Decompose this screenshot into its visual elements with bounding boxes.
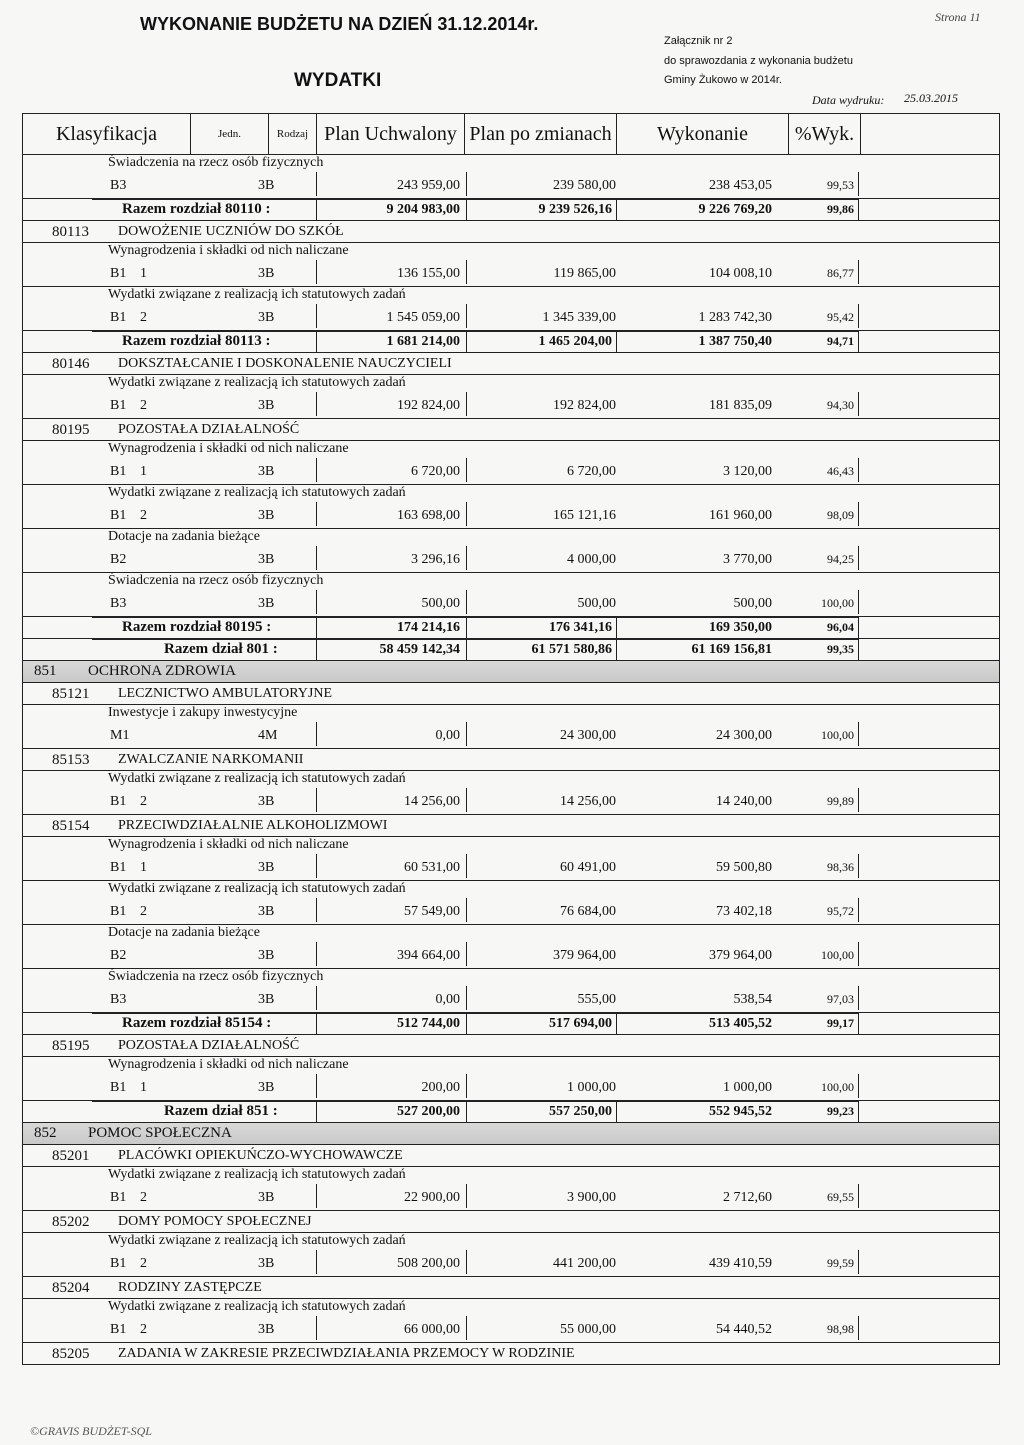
- value-pct: 98,09: [827, 508, 854, 522]
- value-pct: 46,43: [827, 464, 854, 478]
- table-row: [22, 392, 1000, 419]
- row-description: [22, 1167, 1000, 1184]
- dzial-code: 851: [34, 663, 57, 679]
- row-description: [22, 705, 1000, 722]
- table-row: [22, 854, 1000, 881]
- item-rodzaj: 3B: [258, 992, 275, 1007]
- row-rozdzial-header: [22, 683, 1000, 705]
- cell-divider: [858, 304, 859, 328]
- table-row: [22, 590, 1000, 617]
- value-pct: 98,36: [827, 860, 854, 874]
- item-code: B1: [110, 464, 127, 479]
- row-rule: [92, 331, 858, 332]
- cell-divider: [858, 199, 859, 221]
- row-description: [22, 1233, 1000, 1250]
- report-title: WYKONANIE BUDŻETU NA DZIEŃ 31.12.2014r.: [140, 14, 539, 34]
- total-wykonanie: 61 169 156,81: [691, 642, 772, 657]
- item-code: B1: [110, 1080, 127, 1095]
- item-description: Dotacje na zadania bieżące: [108, 925, 260, 940]
- item-description: Wydatki związane z realizacją ich statutowych zadań: [108, 287, 406, 302]
- item-code: B2: [110, 552, 127, 567]
- item-subcode: 2: [140, 398, 147, 413]
- rozdzial-code: 85154: [52, 818, 90, 834]
- value-plan-po-zmianach: 3 900,00: [567, 1190, 616, 1205]
- value-pct: 99,89: [827, 794, 854, 808]
- table-border: [999, 155, 1000, 1365]
- cell-divider: [858, 590, 859, 614]
- rozdzial-name: POZOSTAŁA DZIAŁALNOŚĆ: [118, 422, 300, 437]
- item-rodzaj: 3B: [258, 552, 275, 567]
- item-code: B1: [110, 398, 127, 413]
- total-pct: 99,17: [827, 1016, 854, 1030]
- value-pct: 99,53: [827, 178, 854, 192]
- rozdzial-code: 85204: [52, 1280, 90, 1296]
- cell-divider: [858, 172, 859, 196]
- row-rozdzial-header: [22, 221, 1000, 243]
- row-rule: [92, 1101, 858, 1102]
- total-pct: 99,35: [827, 642, 854, 656]
- value-wykonanie: 3 770,00: [723, 552, 772, 567]
- item-subcode: 2: [140, 1256, 147, 1271]
- rozdzial-name: RODZINY ZASTĘPCZE: [118, 1280, 262, 1295]
- total-plan-po-zmianach: 9 239 526,16: [538, 202, 612, 217]
- dzial-name: POMOC SPOŁECZNA: [88, 1125, 232, 1141]
- table-row: [22, 458, 1000, 485]
- value-pct: 94,25: [827, 552, 854, 566]
- row-rozdzial-header: [22, 1145, 1000, 1167]
- value-pct: 69,55: [827, 1190, 854, 1204]
- footer-label: ©GRAVIS BUDŻET-SQL: [30, 1424, 152, 1438]
- cell-divider: [858, 1013, 859, 1035]
- row-rule: [22, 1364, 1000, 1365]
- value-plan-uchwalony: 500,00: [421, 596, 460, 611]
- row-description: [22, 771, 1000, 788]
- cell-divider: [858, 260, 859, 284]
- value-plan-po-zmianach: 6 720,00: [567, 464, 616, 479]
- row-description: [22, 925, 1000, 942]
- value-plan-uchwalony: 57 549,00: [404, 904, 460, 919]
- total-wykonanie: 1 387 750,40: [698, 334, 772, 349]
- value-pct: 95,42: [827, 310, 854, 324]
- col-rodzaj: Rodzaj: [269, 114, 317, 154]
- item-rodzaj: 3B: [258, 266, 275, 281]
- col-wykonanie: Wykonanie: [617, 114, 789, 154]
- total-plan-uchwalony: 527 200,00: [397, 1104, 460, 1119]
- value-wykonanie: 3 120,00: [723, 464, 772, 479]
- row-rule: [92, 1013, 858, 1014]
- total-plan-uchwalony: 9 204 983,00: [386, 202, 460, 217]
- total-pct: 99,86: [827, 202, 854, 216]
- total-plan-po-zmianach: 557 250,00: [549, 1104, 612, 1119]
- item-code: B1: [110, 904, 127, 919]
- row-rozdzial-header: [22, 1035, 1000, 1057]
- item-rodzaj: 3B: [258, 1080, 275, 1095]
- table-row: [22, 172, 1000, 199]
- total-plan-po-zmianach: 176 341,16: [549, 620, 612, 635]
- value-wykonanie: 238 453,05: [709, 178, 772, 193]
- total-label: Razem dział 851 :: [164, 1103, 278, 1119]
- cell-divider: [858, 942, 859, 966]
- total-label: Razem rozdział 80110 :: [122, 201, 271, 217]
- item-description: Świadczenia na rzecz osób fizycznych: [108, 573, 324, 588]
- row-rozdzial-header: [22, 1211, 1000, 1233]
- table-row: [22, 502, 1000, 529]
- row-description: [22, 1299, 1000, 1316]
- cell-divider: [858, 898, 859, 922]
- row-dzial-total: [22, 639, 1000, 661]
- total-pct: 99,23: [827, 1104, 854, 1118]
- value-plan-po-zmianach: 24 300,00: [560, 728, 616, 743]
- item-description: Wydatki związane z realizacją ich statutowych zadań: [108, 881, 406, 896]
- item-description: Świadczenia na rzecz osób fizycznych: [108, 969, 324, 984]
- cell-divider: [858, 502, 859, 526]
- item-description: Wydatki związane z realizacją ich statutowych zadań: [108, 375, 406, 390]
- value-plan-uchwalony: 1 545 059,00: [386, 310, 460, 325]
- cell-divider: [858, 722, 859, 746]
- value-wykonanie: 1 000,00: [723, 1080, 772, 1095]
- rozdzial-name: PRZECIWDZIAŁALNIE ALKOHOLIZMOWI: [118, 818, 388, 833]
- value-pct: 99,59: [827, 1256, 854, 1270]
- total-plan-po-zmianach: 1 465 204,00: [538, 334, 612, 349]
- item-description: Wydatki związane z realizacją ich statutowych zadań: [108, 485, 406, 500]
- value-pct: 97,03: [827, 992, 854, 1006]
- value-plan-uchwalony: 22 900,00: [404, 1190, 460, 1205]
- row-description: [22, 287, 1000, 304]
- page-label: Strona 11: [935, 10, 981, 24]
- attachment-line-1: Załącznik nr 2: [664, 35, 733, 47]
- item-rodzaj: 3B: [258, 310, 275, 325]
- row-rozdzial-header: [22, 749, 1000, 771]
- value-pct: 100,00: [821, 1080, 854, 1094]
- row-description: [22, 441, 1000, 458]
- row-rozdzial-header: [22, 419, 1000, 441]
- value-plan-po-zmianach: 500,00: [577, 596, 616, 611]
- value-pct: 94,30: [827, 398, 854, 412]
- row-description: [22, 969, 1000, 986]
- item-subcode: 2: [140, 1322, 147, 1337]
- total-wykonanie: 513 405,52: [709, 1016, 772, 1031]
- row-description: [22, 375, 1000, 392]
- total-wykonanie: 552 945,52: [709, 1104, 772, 1119]
- table-row: [22, 304, 1000, 331]
- value-plan-uchwalony: 3 296,16: [411, 552, 460, 567]
- value-plan-uchwalony: 243 959,00: [397, 178, 460, 193]
- value-plan-uchwalony: 66 000,00: [404, 1322, 460, 1337]
- item-code: B3: [110, 178, 127, 193]
- cell-divider: [858, 788, 859, 812]
- cell-divider: [858, 458, 859, 482]
- item-code: B1: [110, 266, 127, 281]
- row-rozdzial-total: [22, 1013, 1000, 1035]
- rozdzial-name: DOKSZTAŁCANIE I DOSKONALENIE NAUCZYCIELI: [118, 356, 452, 371]
- value-pct: 100,00: [821, 948, 854, 962]
- rozdzial-code: 85195: [52, 1038, 90, 1054]
- table-row: [22, 942, 1000, 969]
- item-code: B1: [110, 1256, 127, 1271]
- item-subcode: 2: [140, 1190, 147, 1205]
- value-wykonanie: 500,00: [733, 596, 772, 611]
- table-border: [22, 155, 23, 1365]
- total-label: Razem dział 801 :: [164, 641, 278, 657]
- cell-divider: [858, 1184, 859, 1208]
- attachment-line-2: do sprawozdania z wykonania budżetu: [664, 55, 853, 67]
- item-rodzaj: 3B: [258, 948, 275, 963]
- dzial-name: OCHRONA ZDROWIA: [88, 663, 236, 679]
- item-rodzaj: 3B: [258, 596, 275, 611]
- item-description: Wynagrodzenia i składki od nich naliczane: [108, 243, 349, 258]
- value-plan-po-zmianach: 14 256,00: [560, 794, 616, 809]
- value-plan-po-zmianach: 379 964,00: [553, 948, 616, 963]
- value-wykonanie: 538,54: [733, 992, 772, 1007]
- total-plan-uchwalony: 1 681 214,00: [386, 334, 460, 349]
- value-plan-po-zmianach: 4 000,00: [567, 552, 616, 567]
- item-rodzaj: 3B: [258, 1256, 275, 1271]
- rozdzial-name: POZOSTAŁA DZIAŁALNOŚĆ: [118, 1038, 300, 1053]
- col-klasyfikacja: Klasyfikacja: [23, 114, 191, 154]
- column-header: [22, 113, 1000, 155]
- rozdzial-name: PLACÓWKI OPIEKUŃCZO-WYCHOWAWCZE: [118, 1148, 403, 1163]
- row-rule: [92, 639, 858, 640]
- row-description: [22, 529, 1000, 546]
- item-rodzaj: 3B: [258, 398, 275, 413]
- table-row: [22, 898, 1000, 925]
- item-code: B1: [110, 794, 127, 809]
- table-row: [22, 1184, 1000, 1211]
- total-label: Razem rozdział 80113 :: [122, 333, 271, 349]
- value-plan-po-zmianach: 441 200,00: [553, 1256, 616, 1271]
- value-plan-uchwalony: 6 720,00: [411, 464, 460, 479]
- row-description: [22, 1057, 1000, 1074]
- cell-divider: [858, 854, 859, 878]
- value-wykonanie: 59 500,80: [716, 860, 772, 875]
- item-code: B1: [110, 310, 127, 325]
- row-dzial-total: [22, 1101, 1000, 1123]
- dzial-code: 852: [34, 1125, 57, 1141]
- row-description: [22, 155, 1000, 172]
- table-row: [22, 260, 1000, 287]
- row-rule: [92, 199, 858, 200]
- row-rozdzial-total: [22, 617, 1000, 639]
- print-date: 25.03.2015: [904, 91, 958, 105]
- value-plan-uchwalony: 60 531,00: [404, 860, 460, 875]
- report-subtitle: WYDATKI: [294, 70, 382, 91]
- value-wykonanie: 379 964,00: [709, 948, 772, 963]
- rozdzial-code: 85202: [52, 1214, 90, 1230]
- row-dzial-header: [22, 1123, 1000, 1145]
- cell-divider: [858, 1250, 859, 1274]
- item-code: B3: [110, 992, 127, 1007]
- total-plan-po-zmianach: 61 571 580,86: [531, 642, 612, 657]
- value-plan-uchwalony: 136 155,00: [397, 266, 460, 281]
- value-wykonanie: 161 960,00: [709, 508, 772, 523]
- item-subcode: 1: [140, 266, 147, 281]
- row-dzial-header: [22, 661, 1000, 683]
- value-plan-po-zmianach: 239 580,00: [553, 178, 616, 193]
- table-row: [22, 1250, 1000, 1277]
- row-description: [22, 881, 1000, 898]
- cell-divider: [858, 986, 859, 1010]
- value-wykonanie: 54 440,52: [716, 1322, 772, 1337]
- row-description: [22, 243, 1000, 260]
- row-rozdzial-header: [22, 353, 1000, 375]
- cell-divider: [858, 1316, 859, 1340]
- rozdzial-name: DOMY POMOCY SPOŁECZNEJ: [118, 1214, 312, 1229]
- rozdzial-code: 85201: [52, 1148, 90, 1164]
- item-subcode: 1: [140, 464, 147, 479]
- cell-divider: [858, 617, 859, 639]
- total-label: Razem rozdział 85154 :: [122, 1015, 272, 1031]
- cell-divider: [858, 546, 859, 570]
- item-description: Dotacje na zadania bieżące: [108, 529, 260, 544]
- table-row: [22, 1074, 1000, 1101]
- item-rodzaj: 3B: [258, 508, 275, 523]
- item-subcode: 1: [140, 860, 147, 875]
- col-pct: %Wyk.: [789, 114, 861, 154]
- row-rozdzial-header: [22, 1277, 1000, 1299]
- value-plan-po-zmianach: 1 345 339,00: [542, 310, 616, 325]
- value-plan-uchwalony: 163 698,00: [397, 508, 460, 523]
- cell-divider: [858, 1074, 859, 1098]
- value-wykonanie: 14 240,00: [716, 794, 772, 809]
- item-code: B3: [110, 596, 127, 611]
- rozdzial-name: DOWOŻENIE UCZNIÓW DO SZKÓŁ: [118, 224, 344, 239]
- cell-divider: [858, 331, 859, 353]
- row-rozdzial-header: [22, 1343, 1000, 1365]
- rozdzial-code: 85153: [52, 752, 90, 768]
- item-subcode: 2: [140, 904, 147, 919]
- value-plan-po-zmianach: 165 121,16: [553, 508, 616, 523]
- value-plan-uchwalony: 0,00: [435, 992, 460, 1007]
- item-code: B1: [110, 860, 127, 875]
- value-plan-uchwalony: 14 256,00: [404, 794, 460, 809]
- col-jedn: Jedn.: [191, 114, 269, 154]
- item-rodzaj: 4M: [258, 728, 278, 743]
- value-plan-uchwalony: 508 200,00: [397, 1256, 460, 1271]
- value-pct: 100,00: [821, 728, 854, 742]
- value-pct: 100,00: [821, 596, 854, 610]
- row-rozdzial-total: [22, 331, 1000, 353]
- item-rodzaj: 3B: [258, 860, 275, 875]
- print-date-label: Data wydruku:: [812, 93, 885, 107]
- col-plan-uchwalony: Plan Uchwalony: [317, 114, 465, 154]
- value-plan-po-zmianach: 76 684,00: [560, 904, 616, 919]
- item-description: Wydatki związane z realizacją ich statutowych zadań: [108, 1167, 406, 1182]
- total-plan-uchwalony: 512 744,00: [397, 1016, 460, 1031]
- rozdzial-name: ZADANIA W ZAKRESIE PRZECIWDZIAŁANIA PRZEMOCY W RODZINIE: [118, 1346, 575, 1361]
- value-pct: 86,77: [827, 266, 854, 280]
- value-wykonanie: 439 410,59: [709, 1256, 772, 1271]
- cell-divider: [858, 639, 859, 661]
- total-pct: 96,04: [827, 620, 854, 634]
- item-rodzaj: 3B: [258, 794, 275, 809]
- item-description: Wynagrodzenia i składki od nich naliczane: [108, 1057, 349, 1072]
- rozdzial-code: 80195: [52, 422, 90, 438]
- item-description: Wynagrodzenia i składki od nich naliczane: [108, 837, 349, 852]
- item-code: B1: [110, 1322, 127, 1337]
- value-plan-po-zmianach: 55 000,00: [560, 1322, 616, 1337]
- value-wykonanie: 73 402,18: [716, 904, 772, 919]
- table-row: [22, 1316, 1000, 1343]
- cell-divider: [858, 392, 859, 416]
- value-wykonanie: 1 283 742,30: [698, 310, 772, 325]
- item-description: Wydatki związane z realizacją ich statutowych zadań: [108, 1299, 406, 1314]
- value-plan-uchwalony: 394 664,00: [397, 948, 460, 963]
- rozdzial-code: 85205: [52, 1346, 90, 1362]
- row-description: [22, 485, 1000, 502]
- item-rodzaj: 3B: [258, 1322, 275, 1337]
- item-rodzaj: 3B: [258, 1190, 275, 1205]
- item-description: Wynagrodzenia i składki od nich naliczane: [108, 441, 349, 456]
- item-code: B1: [110, 508, 127, 523]
- col-plan-po-zmianach: Plan po zmianach: [465, 114, 617, 154]
- value-plan-po-zmianach: 119 865,00: [553, 266, 616, 281]
- value-pct: 98,98: [827, 1322, 854, 1336]
- rozdzial-name: ZWALCZANIE NARKOMANII: [118, 752, 304, 767]
- total-wykonanie: 9 226 769,20: [698, 202, 772, 217]
- item-description: Wydatki związane z realizacją ich statutowych zadań: [108, 771, 406, 786]
- value-plan-uchwalony: 0,00: [435, 728, 460, 743]
- total-label: Razem rozdział 80195 :: [122, 619, 272, 635]
- item-code: B2: [110, 948, 127, 963]
- value-wykonanie: 181 835,09: [709, 398, 772, 413]
- item-description: Inwestycje i zakupy inwestycyjne: [108, 705, 298, 720]
- row-rule: [92, 617, 858, 618]
- total-plan-uchwalony: 174 214,16: [397, 620, 460, 635]
- row-description: [22, 573, 1000, 590]
- total-pct: 94,71: [827, 334, 854, 348]
- value-plan-po-zmianach: 1 000,00: [567, 1080, 616, 1095]
- item-description: Świadczenia na rzecz osób fizycznych: [108, 155, 324, 170]
- row-rozdzial-header: [22, 815, 1000, 837]
- rozdzial-code: 80146: [52, 356, 90, 372]
- value-plan-po-zmianach: 192 824,00: [553, 398, 616, 413]
- item-code: M1: [110, 728, 130, 743]
- value-wykonanie: 104 008,10: [709, 266, 772, 281]
- rozdzial-code: 85121: [52, 686, 90, 702]
- table-row: [22, 722, 1000, 749]
- value-plan-po-zmianach: 555,00: [577, 992, 616, 1007]
- value-plan-uchwalony: 192 824,00: [397, 398, 460, 413]
- table-row: [22, 788, 1000, 815]
- value-plan-uchwalony: 200,00: [421, 1080, 460, 1095]
- rozdzial-code: 80113: [52, 224, 89, 240]
- rozdzial-name: LECZNICTWO AMBULATORYJNE: [118, 686, 333, 701]
- attachment-line-3: Gminy Żukowo w 2014r.: [664, 74, 782, 86]
- row-rozdzial-total: [22, 199, 1000, 221]
- row-description: [22, 837, 1000, 854]
- total-wykonanie: 169 350,00: [709, 620, 772, 635]
- total-plan-po-zmianach: 517 694,00: [549, 1016, 612, 1031]
- value-pct: 95,72: [827, 904, 854, 918]
- total-plan-uchwalony: 58 459 142,34: [379, 642, 460, 657]
- value-wykonanie: 24 300,00: [716, 728, 772, 743]
- item-subcode: 2: [140, 794, 147, 809]
- table-row: [22, 986, 1000, 1013]
- item-subcode: 2: [140, 310, 147, 325]
- value-wykonanie: 2 712,60: [723, 1190, 772, 1205]
- item-rodzaj: 3B: [258, 464, 275, 479]
- cell-divider: [858, 1101, 859, 1123]
- table-row: [22, 546, 1000, 573]
- value-plan-po-zmianach: 60 491,00: [560, 860, 616, 875]
- item-code: B1: [110, 1190, 127, 1205]
- item-rodzaj: 3B: [258, 178, 275, 193]
- item-rodzaj: 3B: [258, 904, 275, 919]
- item-description: Wydatki związane z realizacją ich statutowych zadań: [108, 1233, 406, 1248]
- item-subcode: 2: [140, 508, 147, 523]
- item-subcode: 1: [140, 1080, 147, 1095]
